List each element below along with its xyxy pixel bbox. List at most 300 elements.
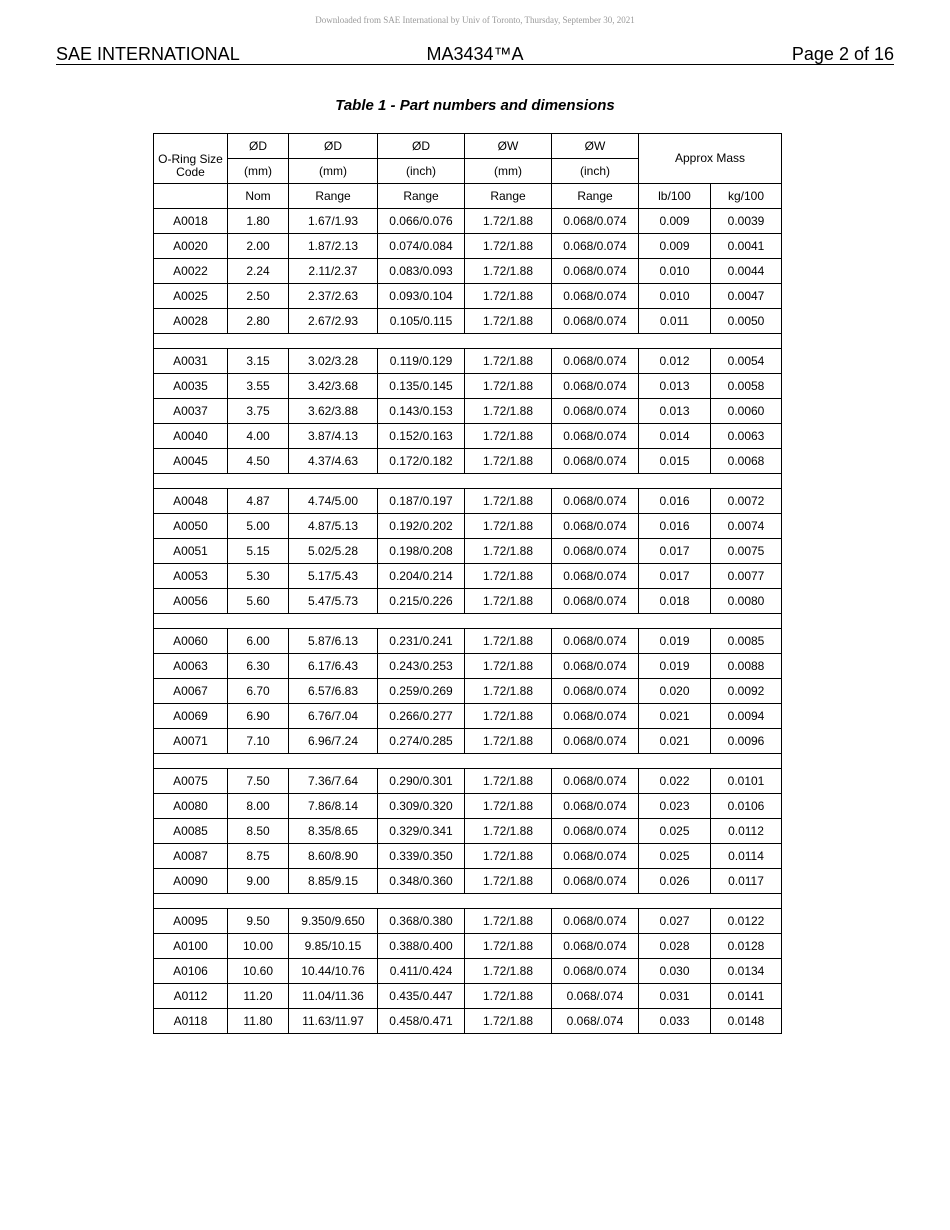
table-row [154, 209, 782, 234]
table-cell: 0.0063 [711, 424, 782, 449]
table-cell: A0060 [154, 629, 228, 654]
table-cell: 1.72/1.88 [465, 844, 552, 869]
col-unit: (mm) [465, 159, 552, 184]
table-cell: 0.0072 [711, 489, 782, 514]
table-cell: 0.033 [639, 1009, 711, 1034]
table-cell: 6.00 [228, 629, 289, 654]
table-cell: 8.85/9.15 [289, 869, 378, 894]
col-symbol: ØD [228, 134, 289, 159]
page-number: Page 2 of 16 [791, 44, 894, 64]
table-cell: 5.02/5.28 [289, 539, 378, 564]
table-cell: 6.70 [228, 679, 289, 704]
table-cell: 0.016 [639, 489, 711, 514]
table-cell: 1.72/1.88 [465, 489, 552, 514]
table-cell: 9.350/9.650 [289, 909, 378, 934]
separator-cell [154, 334, 782, 349]
table-cell: 0.105/0.115 [378, 309, 465, 334]
col-subhead: Range [552, 184, 639, 209]
table-row [154, 819, 782, 844]
table-cell: 0.030 [639, 959, 711, 984]
table-cell: 0.243/0.253 [378, 654, 465, 679]
table-cell: 0.011 [639, 309, 711, 334]
col-unit: (mm) [289, 159, 378, 184]
group-separator-row [154, 334, 782, 349]
table-cell: 0.022 [639, 769, 711, 794]
table-cell: 0.266/0.277 [378, 704, 465, 729]
table-cell: 0.068/.074 [552, 984, 639, 1009]
table-cell: 0.0060 [711, 399, 782, 424]
size-code-blank [154, 184, 228, 209]
table-cell: A0056 [154, 589, 228, 614]
table-cell: 1.87/2.13 [289, 234, 378, 259]
table-cell: 0.204/0.214 [378, 564, 465, 589]
table-cell: 1.72/1.88 [465, 349, 552, 374]
table-cell: 0.274/0.285 [378, 729, 465, 754]
table-cell: A0090 [154, 869, 228, 894]
table-cell: 8.50 [228, 819, 289, 844]
col-unit: (mm) [228, 159, 289, 184]
table-cell: 5.00 [228, 514, 289, 539]
table-cell: 0.388/0.400 [378, 934, 465, 959]
table-cell: 6.30 [228, 654, 289, 679]
table-cell: A0112 [154, 984, 228, 1009]
table-cell: 1.72/1.88 [465, 424, 552, 449]
table-row [154, 374, 782, 399]
table-row [154, 284, 782, 309]
table-cell: 0.119/0.129 [378, 349, 465, 374]
table-cell: 0.339/0.350 [378, 844, 465, 869]
table-cell: 1.67/1.93 [289, 209, 378, 234]
table-cell: A0087 [154, 844, 228, 869]
table-cell: 0.435/0.447 [378, 984, 465, 1009]
table-cell: 5.17/5.43 [289, 564, 378, 589]
table-cell: 1.72/1.88 [465, 259, 552, 284]
table-cell: 0.135/0.145 [378, 374, 465, 399]
table-cell: 0.0128 [711, 934, 782, 959]
table-cell: 6.96/7.24 [289, 729, 378, 754]
table-cell: A0095 [154, 909, 228, 934]
col-subhead: kg/100 [711, 184, 782, 209]
table-cell: A0031 [154, 349, 228, 374]
table-cell: 0.068/0.074 [552, 259, 639, 284]
table-row [154, 934, 782, 959]
table-row [154, 959, 782, 984]
col-symbol: ØD [289, 134, 378, 159]
table-cell: 2.50 [228, 284, 289, 309]
table-cell: 10.00 [228, 934, 289, 959]
table-cell: 3.62/3.88 [289, 399, 378, 424]
table-cell: 0.0041 [711, 234, 782, 259]
table-cell: 11.04/11.36 [289, 984, 378, 1009]
table-cell: 10.60 [228, 959, 289, 984]
table-cell: 5.87/6.13 [289, 629, 378, 654]
table-cell: 0.009 [639, 209, 711, 234]
publisher-name: SAE INTERNATIONAL [56, 44, 240, 64]
table-cell: A0067 [154, 679, 228, 704]
table-cell: 5.15 [228, 539, 289, 564]
table-cell: 1.72/1.88 [465, 819, 552, 844]
col-symbol: ØD [378, 134, 465, 159]
col-subhead: Range [378, 184, 465, 209]
table-cell: 0.074/0.084 [378, 234, 465, 259]
table-cell: A0085 [154, 819, 228, 844]
document-number: MA3434™A [426, 44, 524, 64]
table-cell: 1.72/1.88 [465, 984, 552, 1009]
table-cell: A0051 [154, 539, 228, 564]
table-cell: 9.00 [228, 869, 289, 894]
table-cell: 0.068/0.074 [552, 564, 639, 589]
table-row [154, 869, 782, 894]
table-cell: 0.0054 [711, 349, 782, 374]
group-separator-row [154, 614, 782, 629]
table-cell: 4.50 [228, 449, 289, 474]
table-cell: 0.068/.074 [552, 1009, 639, 1034]
table-cell: 0.026 [639, 869, 711, 894]
table-cell: 1.72/1.88 [465, 704, 552, 729]
table-row [154, 564, 782, 589]
table-cell: 10.44/10.76 [289, 959, 378, 984]
table-cell: 5.30 [228, 564, 289, 589]
table-cell: 3.15 [228, 349, 289, 374]
table-cell: 0.368/0.380 [378, 909, 465, 934]
col-symbol: ØW [465, 134, 552, 159]
table-row [154, 629, 782, 654]
table-cell: 0.348/0.360 [378, 869, 465, 894]
table-cell: 0.068/0.074 [552, 309, 639, 334]
header-row-subheads [154, 184, 782, 209]
table-cell: 0.066/0.076 [378, 209, 465, 234]
table-cell: 0.0117 [711, 869, 782, 894]
col-subhead: lb/100 [639, 184, 711, 209]
table-cell: 0.068/0.074 [552, 934, 639, 959]
table-cell: A0071 [154, 729, 228, 754]
table-cell: 0.0112 [711, 819, 782, 844]
table-cell: 0.016 [639, 514, 711, 539]
table-cell: 1.72/1.88 [465, 679, 552, 704]
table-cell: 0.068/0.074 [552, 654, 639, 679]
table-cell: 6.90 [228, 704, 289, 729]
table-cell: 0.015 [639, 449, 711, 474]
table-cell: A0106 [154, 959, 228, 984]
table-cell: 1.80 [228, 209, 289, 234]
table-cell: 0.0106 [711, 794, 782, 819]
table-cell: 9.50 [228, 909, 289, 934]
table-cell: 6.57/6.83 [289, 679, 378, 704]
table-cell: 0.068/0.074 [552, 704, 639, 729]
table-cell: 0.068/0.074 [552, 679, 639, 704]
table-cell: 0.187/0.197 [378, 489, 465, 514]
table-cell: 0.017 [639, 539, 711, 564]
table-cell: 0.0114 [711, 844, 782, 869]
table-cell: 0.0141 [711, 984, 782, 1009]
separator-cell [154, 474, 782, 489]
table-cell: 1.72/1.88 [465, 959, 552, 984]
table-caption: Table 1 - Part numbers and dimensions [335, 97, 615, 114]
table-cell: A0118 [154, 1009, 228, 1034]
table-cell: 0.068/0.074 [552, 909, 639, 934]
table-row [154, 399, 782, 424]
table-cell: 0.068/0.074 [552, 539, 639, 564]
table-cell: 11.20 [228, 984, 289, 1009]
table-cell: 9.85/10.15 [289, 934, 378, 959]
table-row [154, 704, 782, 729]
table-cell: 4.87/5.13 [289, 514, 378, 539]
table-cell: 0.0092 [711, 679, 782, 704]
table-cell: 1.72/1.88 [465, 1009, 552, 1034]
table-cell: 8.35/8.65 [289, 819, 378, 844]
table-body [154, 209, 782, 1034]
table-cell: A0028 [154, 309, 228, 334]
table-cell: 0.013 [639, 399, 711, 424]
table-cell: 0.198/0.208 [378, 539, 465, 564]
table-cell: 0.068/0.074 [552, 234, 639, 259]
table-row [154, 769, 782, 794]
col-symbol: ØW [552, 134, 639, 159]
table-cell: A0100 [154, 934, 228, 959]
separator-cell [154, 894, 782, 909]
table-row [154, 424, 782, 449]
table-cell: 1.72/1.88 [465, 654, 552, 679]
table-cell: 2.80 [228, 309, 289, 334]
table-cell: 1.72/1.88 [465, 234, 552, 259]
table-cell: A0035 [154, 374, 228, 399]
table-cell: 0.019 [639, 654, 711, 679]
table-cell: 1.72/1.88 [465, 209, 552, 234]
table-cell: A0080 [154, 794, 228, 819]
table-row [154, 539, 782, 564]
table-cell: 1.72/1.88 [465, 589, 552, 614]
table-cell: 11.63/11.97 [289, 1009, 378, 1034]
table-row [154, 729, 782, 754]
table-cell: 0.0096 [711, 729, 782, 754]
table-cell: 0.0058 [711, 374, 782, 399]
approx-mass-header: Approx Mass [639, 134, 782, 184]
table-cell: 5.60 [228, 589, 289, 614]
table-cell: 0.068/0.074 [552, 589, 639, 614]
table-cell: 0.068/0.074 [552, 729, 639, 754]
table-cell: 0.0075 [711, 539, 782, 564]
table-cell: 2.00 [228, 234, 289, 259]
table-cell: 11.80 [228, 1009, 289, 1034]
table-cell: 0.068/0.074 [552, 424, 639, 449]
table-cell: 0.0039 [711, 209, 782, 234]
table-row [154, 794, 782, 819]
table-cell: 0.009 [639, 234, 711, 259]
table-cell: 3.42/3.68 [289, 374, 378, 399]
col-unit: (inch) [552, 159, 639, 184]
table-cell: 7.36/7.64 [289, 769, 378, 794]
table-row [154, 259, 782, 284]
table-row [154, 449, 782, 474]
table-cell: 0.068/0.074 [552, 844, 639, 869]
table-row [154, 844, 782, 869]
col-unit: (inch) [378, 159, 465, 184]
table-cell: A0018 [154, 209, 228, 234]
table-row [154, 679, 782, 704]
table-cell: 0.215/0.226 [378, 589, 465, 614]
table-cell: 0.192/0.202 [378, 514, 465, 539]
table-cell: 0.068/0.074 [552, 869, 639, 894]
table-row [154, 909, 782, 934]
header-row-symbols [154, 134, 782, 159]
table-cell: 7.86/8.14 [289, 794, 378, 819]
table-row [154, 1009, 782, 1034]
table-row [154, 489, 782, 514]
table-cell: 0.068/0.074 [552, 449, 639, 474]
download-watermark: Downloaded from SAE International by Univ of Toronto, Thursday, September 30, 2021 [315, 15, 635, 25]
table-cell: 8.00 [228, 794, 289, 819]
table-cell: 0.093/0.104 [378, 284, 465, 309]
table-row [154, 984, 782, 1009]
table-cell: 0.068/0.074 [552, 794, 639, 819]
group-separator-row [154, 754, 782, 769]
table-cell: 7.10 [228, 729, 289, 754]
table-cell: 0.025 [639, 819, 711, 844]
table-cell: A0069 [154, 704, 228, 729]
table-cell: A0075 [154, 769, 228, 794]
table-cell: 0.083/0.093 [378, 259, 465, 284]
table-cell: 0.027 [639, 909, 711, 934]
table-cell: A0037 [154, 399, 228, 424]
table-cell: 6.17/6.43 [289, 654, 378, 679]
table-cell: 0.231/0.241 [378, 629, 465, 654]
table-cell: 0.031 [639, 984, 711, 1009]
table-cell: 0.0122 [711, 909, 782, 934]
table-cell: 0.013 [639, 374, 711, 399]
table-cell: 3.75 [228, 399, 289, 424]
table-cell: 1.72/1.88 [465, 399, 552, 424]
table-cell: 5.47/5.73 [289, 589, 378, 614]
table-cell: 0.021 [639, 704, 711, 729]
table-cell: 0.329/0.341 [378, 819, 465, 844]
table-cell: 0.025 [639, 844, 711, 869]
table-cell: 0.068/0.074 [552, 349, 639, 374]
table-cell: 0.0101 [711, 769, 782, 794]
table-cell: 0.021 [639, 729, 711, 754]
table-cell: 0.068/0.074 [552, 514, 639, 539]
table-row [154, 234, 782, 259]
table-cell: 1.72/1.88 [465, 514, 552, 539]
table-cell: 8.60/8.90 [289, 844, 378, 869]
table-cell: 4.00 [228, 424, 289, 449]
table-cell: 0.014 [639, 424, 711, 449]
table-row [154, 654, 782, 679]
table-cell: 0.010 [639, 259, 711, 284]
table-cell: 0.028 [639, 934, 711, 959]
table-cell: 1.72/1.88 [465, 869, 552, 894]
col-subhead: Nom [228, 184, 289, 209]
table-cell: 1.72/1.88 [465, 794, 552, 819]
table-cell: 0.290/0.301 [378, 769, 465, 794]
table-cell: 1.72/1.88 [465, 729, 552, 754]
table-cell: 0.0080 [711, 589, 782, 614]
table-cell: 1.72/1.88 [465, 284, 552, 309]
table-cell: 1.72/1.88 [465, 629, 552, 654]
table-cell: 8.75 [228, 844, 289, 869]
table-cell: 1.72/1.88 [465, 309, 552, 334]
table-cell: A0053 [154, 564, 228, 589]
table-cell: 2.24 [228, 259, 289, 284]
table-cell: 0.017 [639, 564, 711, 589]
group-separator-row [154, 474, 782, 489]
table-cell: A0048 [154, 489, 228, 514]
table-cell: 1.72/1.88 [465, 909, 552, 934]
table-cell: 0.068/0.074 [552, 399, 639, 424]
table-row [154, 309, 782, 334]
table-cell: 3.87/4.13 [289, 424, 378, 449]
table-cell: 0.0047 [711, 284, 782, 309]
table-cell: 0.152/0.163 [378, 424, 465, 449]
separator-cell [154, 754, 782, 769]
group-separator-row [154, 894, 782, 909]
table-cell: 2.11/2.37 [289, 259, 378, 284]
table-cell: 0.259/0.269 [378, 679, 465, 704]
table-cell: 0.0050 [711, 309, 782, 334]
table-cell: 0.068/0.074 [552, 209, 639, 234]
table-cell: 0.0148 [711, 1009, 782, 1034]
table-cell: 2.37/2.63 [289, 284, 378, 309]
table-cell: A0025 [154, 284, 228, 309]
table-cell: 0.023 [639, 794, 711, 819]
table-cell: 0.0077 [711, 564, 782, 589]
table-cell: 0.018 [639, 589, 711, 614]
table-cell: 0.0134 [711, 959, 782, 984]
table-cell: 1.72/1.88 [465, 934, 552, 959]
col-subhead: Range [289, 184, 378, 209]
table-cell: 0.0044 [711, 259, 782, 284]
table-cell: 0.458/0.471 [378, 1009, 465, 1034]
table-cell: 0.068/0.074 [552, 959, 639, 984]
col-subhead: Range [465, 184, 552, 209]
table-row [154, 349, 782, 374]
table-cell: 0.309/0.320 [378, 794, 465, 819]
table-cell: 4.37/4.63 [289, 449, 378, 474]
table-cell: 0.0094 [711, 704, 782, 729]
table-cell: 0.012 [639, 349, 711, 374]
table-cell: 7.50 [228, 769, 289, 794]
table-cell: 4.74/5.00 [289, 489, 378, 514]
table-row [154, 589, 782, 614]
table-cell: 3.55 [228, 374, 289, 399]
table-cell: A0045 [154, 449, 228, 474]
table-cell: 0.068/0.074 [552, 374, 639, 399]
table-cell: 0.020 [639, 679, 711, 704]
table-cell: 0.0088 [711, 654, 782, 679]
table-cell: A0022 [154, 259, 228, 284]
table-cell: 0.068/0.074 [552, 284, 639, 309]
table-cell: 0.068/0.074 [552, 819, 639, 844]
table-cell: 1.72/1.88 [465, 564, 552, 589]
table-cell: 0.068/0.074 [552, 489, 639, 514]
page-header [56, 44, 894, 65]
table-cell: 1.72/1.88 [465, 449, 552, 474]
table-cell: 0.010 [639, 284, 711, 309]
table-cell: 3.02/3.28 [289, 349, 378, 374]
table-cell: 1.72/1.88 [465, 539, 552, 564]
table-cell: A0050 [154, 514, 228, 539]
table-cell: 0.0074 [711, 514, 782, 539]
table-cell: A0020 [154, 234, 228, 259]
table-cell: 1.72/1.88 [465, 769, 552, 794]
table-row [154, 514, 782, 539]
table-cell: 0.068/0.074 [552, 629, 639, 654]
table-cell: 0.172/0.182 [378, 449, 465, 474]
table-cell: 0.143/0.153 [378, 399, 465, 424]
table-cell: A0063 [154, 654, 228, 679]
table-cell: 0.019 [639, 629, 711, 654]
table-cell: 0.411/0.424 [378, 959, 465, 984]
part-numbers-table [153, 133, 782, 1034]
